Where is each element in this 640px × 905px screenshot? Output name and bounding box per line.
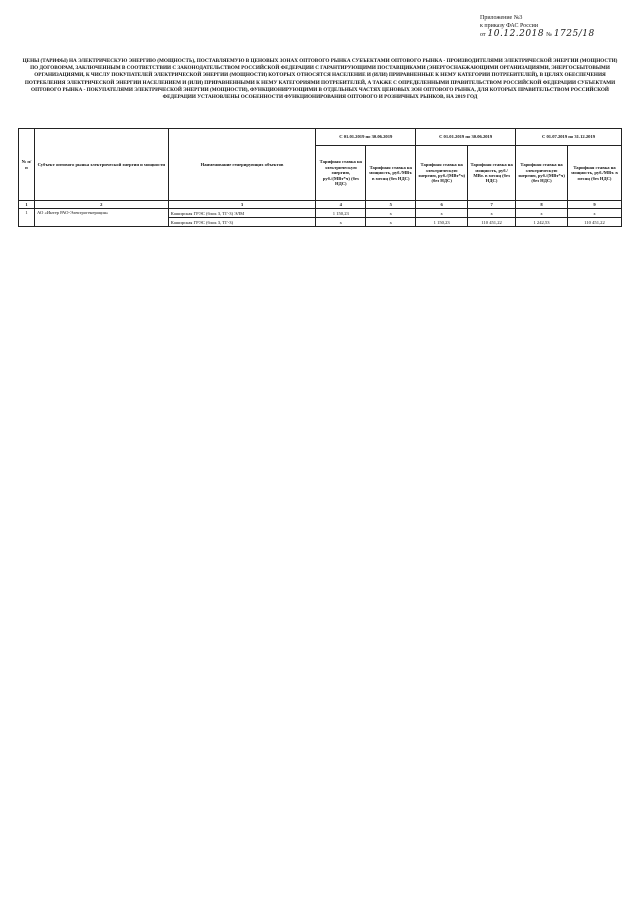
header-period-1: С 01.01.2019 по 30.06.2019	[316, 129, 416, 146]
header-period-3: С 01.07.2019 по 31.12.2019	[516, 129, 622, 146]
header-num: № п/п	[19, 129, 35, 201]
colnum-2: 2	[34, 201, 168, 209]
row-value-4: х	[316, 218, 366, 227]
row-value-9: х	[568, 209, 622, 218]
header-subject: Субъект оптового рынка электрической энергии и мощности	[34, 129, 168, 201]
handwritten-date: 10.12.2018	[487, 29, 545, 39]
table-row	[19, 209, 622, 218]
appendix-date-number	[480, 30, 620, 39]
colnum-3: 3	[168, 201, 316, 209]
appendix-label: Приложение №3	[480, 15, 523, 21]
row-value-8: 1 242,53	[516, 218, 568, 227]
column-number-row	[19, 201, 622, 209]
row-value-5: х	[366, 209, 416, 218]
row-value-6: 1 150,23	[416, 218, 468, 227]
number-prefix: №	[546, 32, 552, 38]
document-title: ЦЕНЫ (ТАРИФЫ) НА ЭЛЕКТРИЧЕСКУЮ ЭНЕРГИЮ (МОЩНОСТЬ), ПОСТАВЛЯЕМУЮ В ЦЕНОВЫХ ЗОНАХ ОПТОВОГО РЫНКА СУБЪЕКТАМИ ОПТОВОГО РЫНКА - ПРОИЗВОДИТЕЛЯМИ ЭЛЕКТРИЧЕСКОЙ ЭНЕРГИИ (МОЩНОСТИ) ПО ДОГОВОРАМ, ЗАКЛЮЧЕННЫМ В СООТВЕТСТВИИ С ЗАКОНОДАТЕЛЬСТВОМ РОССИЙСКОЙ ФЕДЕРАЦИИ С ГАРАНТИРУЮЩИМИ ПОСТАВЩИКАМИ (ЭНЕРГОСНАБЖАЮЩИМИ ОРГАНИЗАЦИЯМИ, ЭНЕРГОСБЫТОВЫМИ ОРГАНИЗАЦИЯМИ, К ЧИСЛУ ПОКУПАТЕЛЕЙ ЭЛЕКТРИЧЕСКОЙ ЭНЕРГИИ (МОЩНОСТИ) КОТОРЫХ ОТНОСЯТСЯ НАСЕЛЕНИЕ И (ИЛИ) ПРИРАВНЕННЫЕ К НЕМУ КАТЕГОРИИ ПОТРЕБИТЕЛЕЙ), В ЦЕЛЯХ ОБЕСПЕЧЕНИЯ ПОТРЕБЛЕНИЯ ЭЛЕКТРИЧЕСКОЙ ЭНЕРГИИ НАСЕЛЕНИЕМ И (ИЛИ) ПРИРАВНЕННЫМИ К НЕМУ КАТЕГОРИЯМИ ПОТРЕБИТЕЛЕЙ, А ТАКЖЕ С ОПРЕДЕЛЕННЫМИ ПРАВИТЕЛЬСТВОМ РОССИЙСКОЙ ФЕДЕРАЦИИ СУБЪЕКТАМИ ОПТОВОГО РЫНКА - ПОКУПАТЕЛЯМИ ЭЛЕКТРИЧЕСКОЙ ЭНЕРГИИ (МОЩНОСТИ), ФУНКЦИОНИРУЮЩИМИ В ОТДЕЛЬНЫХ ЧАСТЯХ ЦЕНОВЫХ ЗОН ОПТОВОГО РЫНКА, ДЛЯ КОТОРЫХ ПРАВИТЕЛЬСТВОМ РОССИЙСКОЙ ФЕДЕРАЦИИ УСТАНОВЛЕНЫ ОСОБЕННОСТИ ФУНКЦИОНИРОВАНИЯ ОПТОВОГО И РОЗНИЧНЫХ РЫНКОВ, НА 2019 ГОД	[22, 58, 618, 101]
row-object: Каширская ГРЭС (блок 3, ТГ-3) ЭЛМ	[168, 209, 316, 218]
row-value-5: х	[366, 218, 416, 227]
header-period-2: С 01.01.2019 по 30.06.2019	[416, 129, 516, 146]
header-power-rate-1: Тарифная ставка на мощность, руб./МВт. в месяц (без НДС)	[366, 146, 416, 201]
header-row-periods	[19, 129, 622, 146]
row-value-4: 1 150,23	[316, 209, 366, 218]
from-prefix: от	[480, 32, 486, 38]
header-energy-rate-2: Тарифная ставка на электрическую энергию, руб./(МВт*ч) (без НДС)	[416, 146, 468, 201]
header-power-rate-3: Тарифная ставка на мощность, руб./МВт. в месяц (без НДС)	[568, 146, 622, 201]
tariff-table	[18, 128, 622, 227]
handwritten-number: 1725/18	[553, 29, 595, 39]
colnum-6: 6	[416, 201, 468, 209]
header-power-rate-2: Тарифная ставка на мощность, руб./МВт. в месяц (без НДС)	[468, 146, 516, 201]
row-value-7: 110 451,22	[468, 218, 516, 227]
row-subject: АО «Интер РАО-Электрогенерация»	[34, 209, 168, 227]
colnum-5: 5	[366, 201, 416, 209]
colnum-8: 8	[516, 201, 568, 209]
colnum-1: 1	[19, 201, 35, 209]
row-value-6: х	[416, 209, 468, 218]
row-object: Каширская ГРЭС (блок 3, ТГ-3)	[168, 218, 316, 227]
colnum-4: 4	[316, 201, 366, 209]
row-value-8: х	[516, 209, 568, 218]
header-energy-rate-3: Тарифная ставка на электрическую энергию, руб./(МВт*ч) (без НДС)	[516, 146, 568, 201]
header-object: Наименование генерирующих объектов	[168, 129, 316, 201]
row-value-7: х	[468, 209, 516, 218]
colnum-7: 7	[468, 201, 516, 209]
appendix-order-line: к приказу ФАС России	[480, 23, 539, 29]
appendix-header	[480, 14, 620, 39]
colnum-9: 9	[568, 201, 622, 209]
header-energy-rate-1: Тарифная ставка на электрическую энергию, руб./(МВт*ч) (без НДС)	[316, 146, 366, 201]
row-num: 1	[19, 209, 35, 227]
row-value-9: 110 451,22	[568, 218, 622, 227]
